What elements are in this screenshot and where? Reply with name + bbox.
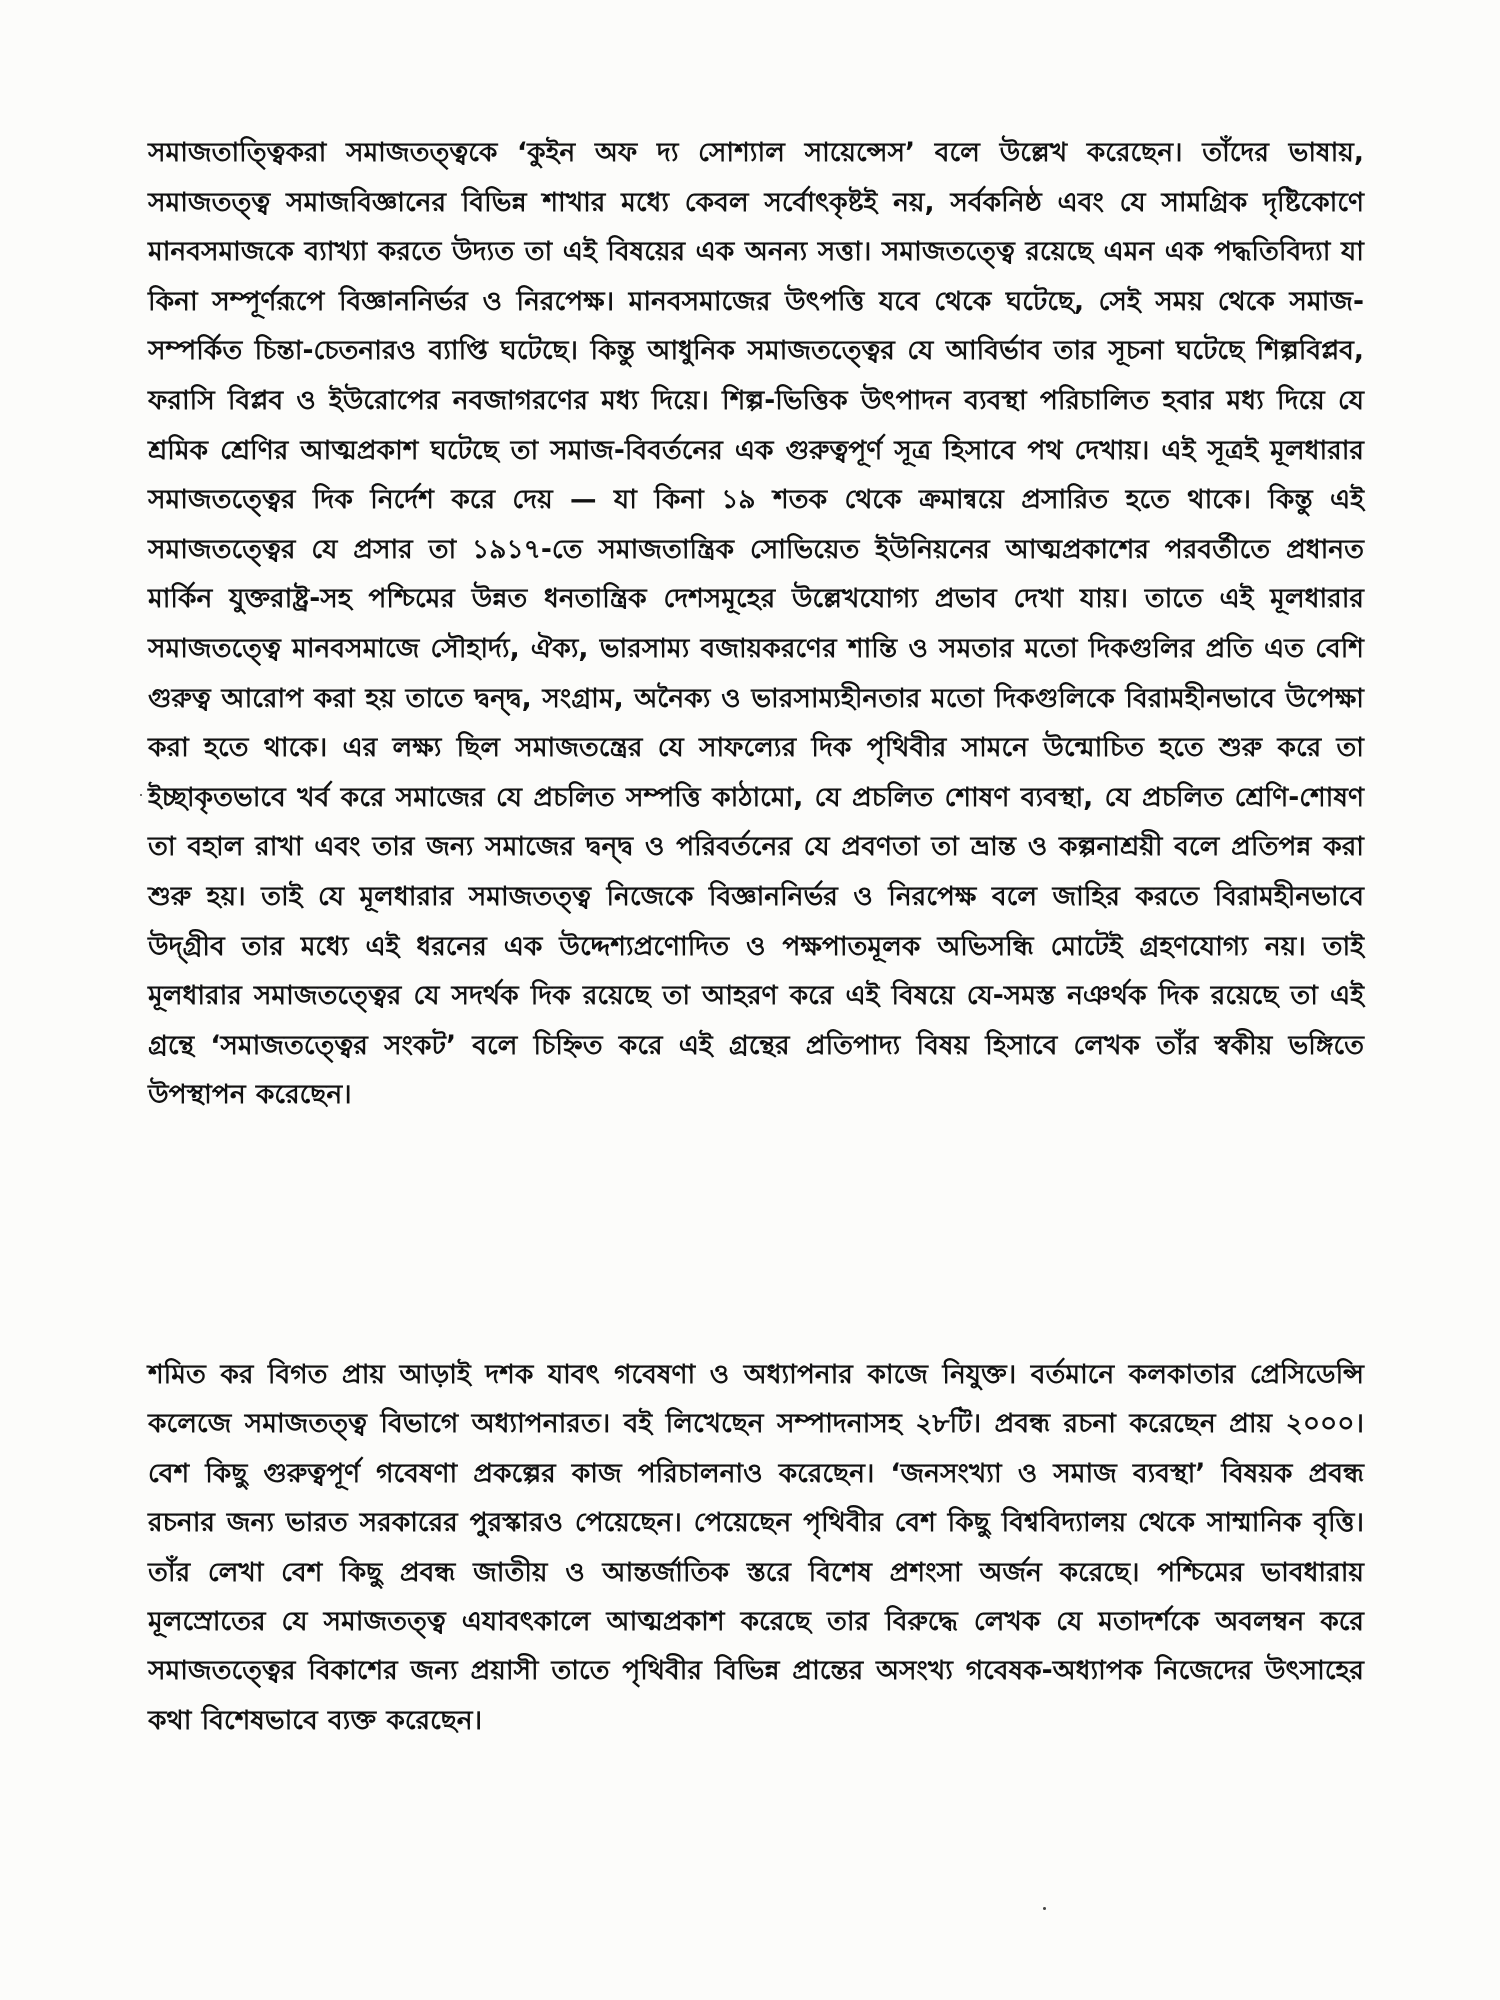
scan-speck	[140, 794, 142, 796]
paragraph-author-bio: শমিত কর বিগত প্রায় আড়াই দশক যাবৎ গবেষণা ও অধ্যাপনার কাজে নিযুক্ত। বর্তমানে কলকাতার প্রেসিডেন্সি কলেজে সমাজতত্ত্ব বিভাগে অধ্যাপনারত। বই লিখেছেন সম্পাদনাসহ ২৮টি। প্রবন্ধ রচনা করেছেন প্রায় ২০০০। বেশ কিছু গুরুত্বপূর্ণ গবেষণা প্রকল্পের কাজ পরিচালনাও করেছেন। ‘জনসংখ্যা ও সমাজ ব্যবস্থা’ বিষয়ক প্রবন্ধ রচনার জন্য ভারত সরকারের পুরস্কারও পেয়েছেন। পেয়েছেন পৃথিবীর বেশ কিছু বিশ্ববিদ্যালয় থেকে সাম্মানিক বৃত্তি। তাঁর লেখা বেশ কিছু প্রবন্ধ জাতীয় ও আন্তর্জাতিক স্তরে বিশেষ প্রশংসা অর্জন করেছে। পশ্চিমের ভাবধারায় মূলস্রোতের যে সমাজতত্ত্ব এযাবৎকালে আত্মপ্রকাশ করেছে তার বিরুদ্ধে লেখক যে মতাদর্শকে অবলম্বন করে সমাজতত্ত্বের বিকাশের জন্য প্রয়াসী তাতে পৃথিবীর বিভিন্ন প্রান্তের অসংখ্য গবেষক-অধ্যাপক নিজেদের উৎসাহের কথা বিশেষভাবে ব্যক্ত করেছেন।	[148, 1359, 1364, 1736]
scan-speck	[1043, 1907, 1046, 1910]
paragraph-about-sociology-crisis: সমাজতাত্ত্বিকরা সমাজতত্ত্বকে ‘কুইন অফ দ্য সোশ্যাল সায়েন্সেস’ বলে উল্লেখ করেছেন। তাঁদের ভাষায়, সমাজতত্ত্ব সমাজবিজ্ঞানের বিভিন্ন শাখার মধ্যে কেবল সর্বোৎকৃষ্টই নয়, সর্বকনিষ্ঠ এবং যে সামগ্রিক দৃষ্টিকোণে মানবসমাজকে ব্যাখ্যা করতে উদ্যত তা এই বিষয়ের এক অনন্য সত্তা। সমাজতত্ত্বে রয়েছে এমন এক পদ্ধতিবিদ্যা যা কিনা সম্পূর্ণরূপে বিজ্ঞাননির্ভর ও নিরপেক্ষ। মানবসমাজের উৎপত্তি যবে থেকে ঘটেছে, সেই সময় থেকে সমাজ-সম্পর্কিত চিন্তা-চেতনারও ব্যাপ্তি ঘটেছে। কিন্তু আধুনিক সমাজতত্ত্বের যে আবির্ভাব তার সূচনা ঘটেছে শিল্পবিপ্লব, ফরাসি বিপ্লব ও ইউরোপের নবজাগরণের মধ্য দিয়ে। শিল্প-ভিত্তিক উৎপাদন ব্যবস্থা পরিচালিত হবার মধ্য দিয়ে যে শ্রমিক শ্রেণির আত্মপ্রকাশ ঘটেছে তা সমাজ-বিবর্তনের এক গুরুত্বপূর্ণ সূত্র হিসাবে পথ দেখায়। এই সূত্রই মূলধারার সমাজতত্ত্বের দিক নির্দেশ করে দেয় — যা কিনা ১৯ শতক থেকে ক্রমান্বয়ে প্রসারিত হতে থাকে। কিন্তু এই সমাজতত্ত্বের যে প্রসার তা ১৯১৭-তে সমাজতান্ত্রিক সোভিয়েত ইউনিয়নের আত্মপ্রকাশের পরবর্তীতে প্রধানত মার্কিন যুক্তরাষ্ট্র-সহ পশ্চিমের উন্নত ধনতান্ত্রিক দেশসমূহের উল্লেখযোগ্য প্রভাব দেখা যায়। তাতে এই মূলধারার সমাজতত্ত্বে মানবসমাজে সৌহার্দ্য, ঐক্য, ভারসাম্য বজায়করণের শান্তি ও সমতার মতো দিকগুলির প্রতি এত বেশি গুরুত্ব আরোপ করা হয় তাতে দ্বন্দ্ব, সংগ্রাম, অনৈক্য ও ভারসাম্যহীনতার মতো দিকগুলিকে বিরামহীনভাবে উপেক্ষা করা হতে থাকে। এর লক্ষ্য ছিল সমাজতন্ত্রের যে সাফল্যের দিক পৃথিবীর সামনে উন্মোচিত হতে শুরু করে তা ইচ্ছাকৃতভাবে খর্ব করে সমাজের যে প্রচলিত সম্পত্তি কাঠামো, যে প্রচলিত শোষণ ব্যবস্থা, যে প্রচলিত শ্রেণি-শোষণ তা বহাল রাখা এবং তার জন্য সমাজের দ্বন্দ্ব ও পরিবর্তনের যে প্রবণতা তা ভ্রান্ত ও কল্পনাশ্রয়ী বলে প্রতিপন্ন করা শুরু হয়। তাই যে মূলধারার সমাজতত্ত্ব নিজেকে বিজ্ঞাননির্ভর ও নিরপেক্ষ বলে জাহির করতে বিরামহীনভাবে উদ্‌গ্রীব তার মধ্যে এই ধরনের এক উদ্দেশ্যপ্রণোদিত ও পক্ষপাতমূলক অভিসন্ধি মোটেই গ্রহণযোগ্য নয়। তাই মূলধারার সমাজতত্ত্বের যে সদর্থক দিক রয়েছে তা আহরণ করে এই বিষয়ে যে-সমস্ত নঞর্থক দিক রয়েছে তা এই গ্রন্থে ‘সমাজতত্ত্বের সংকট’ বলে চিহ্নিত করে এই গ্রন্থের প্রতিপাদ্য বিষয় হিসাবে লেখক তাঁর স্বকীয় ভঙ্গিতে উপস্থাপন করেছেন।	[148, 137, 1364, 1111]
